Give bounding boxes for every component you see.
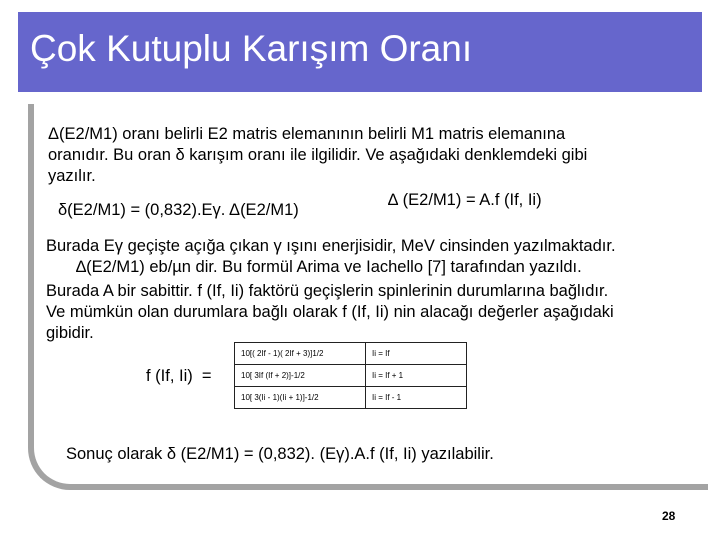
body-line-2: ∆(E2/M1) eb/µn dir. Bu formül Arima ve Iachello [7] tarafından yazıldı. [76, 258, 582, 276]
table-row [235, 343, 467, 365]
equation-mixing-ratio: δ(E2/M1) = (0,832).Eγ. Δ(E2/M1) [58, 201, 299, 219]
intro-line-3: yazılır. [48, 167, 96, 185]
conclusion-text: Sonuç olarak δ (E2/M1) = (0,832). (Eγ).A.f (If, Ii) yazılabilir. [66, 445, 494, 463]
f-function-label: f (If, Ii) = [146, 367, 212, 385]
body-line-3: Burada A bir sabittir. f (If, Ii) faktörü geçişlerin spinlerinin durumlarına bağlıdır. [46, 282, 609, 300]
f-expression-cell: 10[ 3(Ii - 1)(Ii + 1)]-1/2 [235, 387, 366, 409]
title-underline [28, 94, 638, 99]
body-line-4: Ve mümkün olan durumlara bağlı olarak f (If, Ii) nin alacağı değerler aşağıdaki [46, 303, 614, 321]
equation-delta: ∆ (E2/M1) = A.f (If, Ii) [388, 191, 542, 209]
table-row [235, 387, 467, 409]
intro-line-2: oranıdır. Bu oran δ karışım oranı ile ilgilidir. Ve aşağıdaki denklemdeki gibi [48, 146, 588, 164]
spin-condition-cell: Ii = If - 1 [366, 387, 467, 409]
f-expression-cell: 10[( 2If - 1)( 2If + 3)]1/2 [235, 343, 366, 365]
table-row [235, 365, 467, 387]
spin-condition-cell: Ii = If + 1 [366, 365, 467, 387]
body-line-5: gibidir. [46, 324, 94, 342]
spin-condition-cell: Ii = If [366, 343, 467, 365]
slide-title: Çok Kutuplu Karışım Oranı [30, 28, 473, 69]
f-expression-cell: 10[ 3If (If + 2)]-1/2 [235, 365, 366, 387]
f-values-table [234, 342, 467, 409]
page-number: 28 [662, 509, 676, 523]
intro-line-1: Δ(E2/M1) oranı belirli E2 matris elemanının belirli M1 matris elemanına [48, 125, 566, 143]
body-line-1: Burada Eγ geçişte açığa çıkan γ ışını enerjisidir, MeV cinsinden yazılmaktadır. [46, 237, 616, 255]
